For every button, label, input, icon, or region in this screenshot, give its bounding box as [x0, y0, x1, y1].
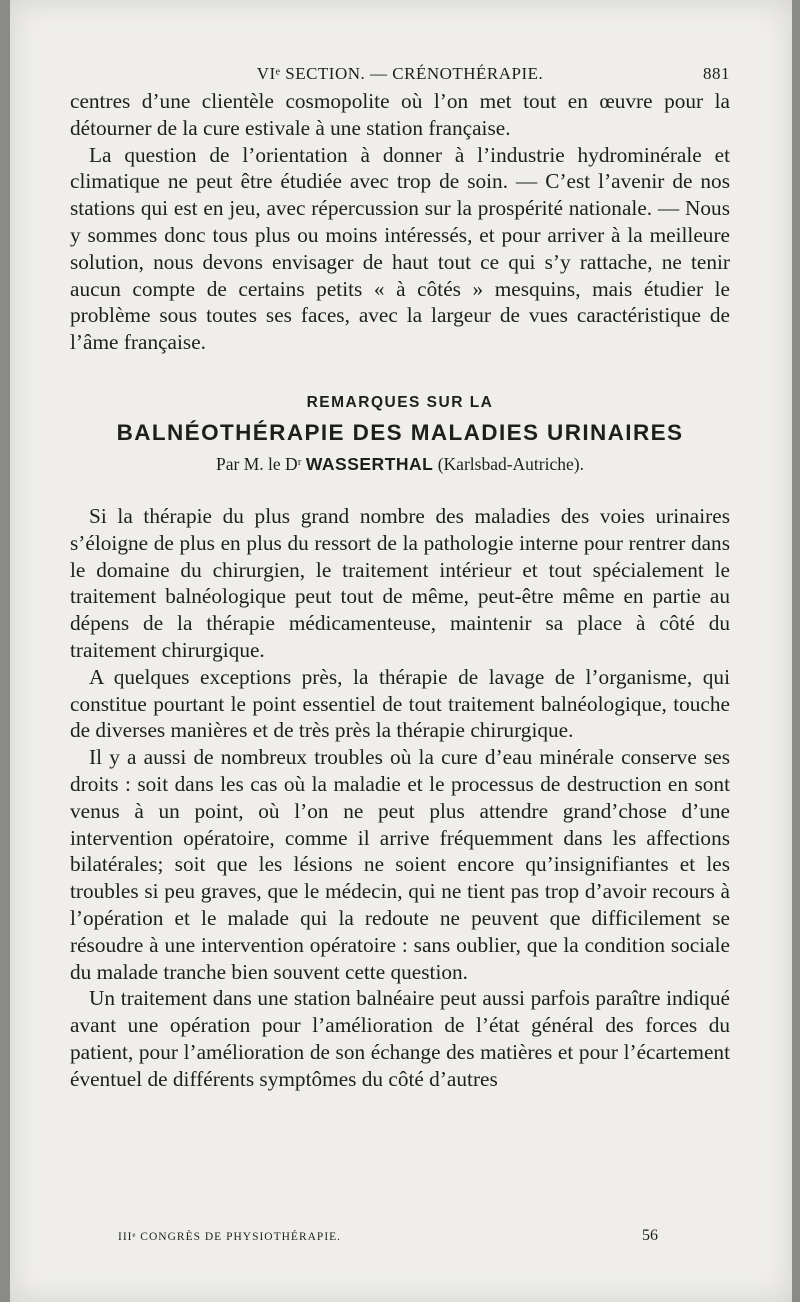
page-footer	[70, 1225, 730, 1249]
article-heading-line1: REMARQUES SUR LA	[306, 393, 494, 411]
page-number: 881	[703, 64, 730, 83]
footer-signature-number: 56	[642, 1227, 658, 1244]
running-header	[70, 58, 730, 88]
paragraph: Si la thérapie du plus grand nombre des maladies des voies urinaires s’éloigne de plus en plus du ressort de la pathologie interne pour rentrer dans le domaine du chirurgien, le traitement intérieur et tout spécialement le traitement balnéologique peut tout de même, peut-être même en partie au dépens de la thérapie médicamenteuse, maintenir sa place à côté du traitement chirurgique.	[70, 503, 730, 662]
author-affiliation: (Karlsbad-Autriche).	[437, 453, 584, 474]
page	[10, 0, 792, 1302]
paragraph: Un traitement dans une station balnéaire peut aussi parfois paraître indiqué avant une opération pour l’amélioration de l’état général des forces du patient, pour l’amélioration de son échange des matières et pour l’écartement éventuel de différents symptômes du côté d’autres	[70, 986, 730, 1091]
footer-congress-title: IIIᵉ CONGRÈS DE PHYSIOTHÉRAPIE.	[118, 1231, 342, 1243]
paragraph-continuation: centres d’une clientèle cosmopolite où l’on met tout en œuvre pour la détourner de la cure estivale à une station française.	[70, 89, 730, 140]
section-title: VIᵉ SECTION. — CRÉNOTHÉRAPIE.	[256, 64, 544, 83]
article-title: BALNÉOTHÉRAPIE DES MALADIES URINAIRES	[116, 419, 684, 445]
paragraph: La question de l’orientation à donner à l’industrie hydrominérale et climatique ne peut être étudiée avec trop de soin. — C’est l’avenir de nos stations qui est en jeu, avec répercussion sur la prospérité nationale. — Nous y sommes donc tous plus ou moins intéressés, et pour arriver à la meilleure solution, nous devons envisager de haut tout ce qui s’y rattache, ne tenir aucun compte de certains petits « à côtés » mesquins, mais étudier le problème sous toutes ses faces, avec la largeur de vues caractéristique de l’âme française.	[70, 142, 730, 355]
paragraph: A quelques exceptions près, la thérapie de lavage de l’organisme, qui constitue pourtant le point essentiel de tout traitement balnéologique, touche de diverses manières et de très près la thérapie chirurgique.	[70, 664, 730, 743]
author-name: WASSERTHAL	[305, 453, 434, 474]
byline-prefix: Par M. le Dʳ	[216, 453, 302, 474]
page-content	[70, 58, 730, 1093]
article-heading	[70, 394, 730, 475]
byline	[70, 454, 730, 475]
paragraph: Il y a aussi de nombreux troubles où la cure d’eau minérale conserve ses droits : soit dans les cas où la maladie et le processus de destruction en sont venus à un point, où l’on ne peut plus attendre grand’chose d’une intervention opératoire, comme il arrive fréquemment dans les affections bilatérales; soit que les lésions ne soient encore qu’insignifiantes et les troubles si peu graves, que le médecin, qui ne tient pas trop d’avoir recours à l’opération et le malade qui la redoute ne peuvent que difficilement se résoudre à une intervention opératoire : sans oublier, que la condition sociale du malade tranche bien souvent cette question.	[70, 745, 730, 984]
